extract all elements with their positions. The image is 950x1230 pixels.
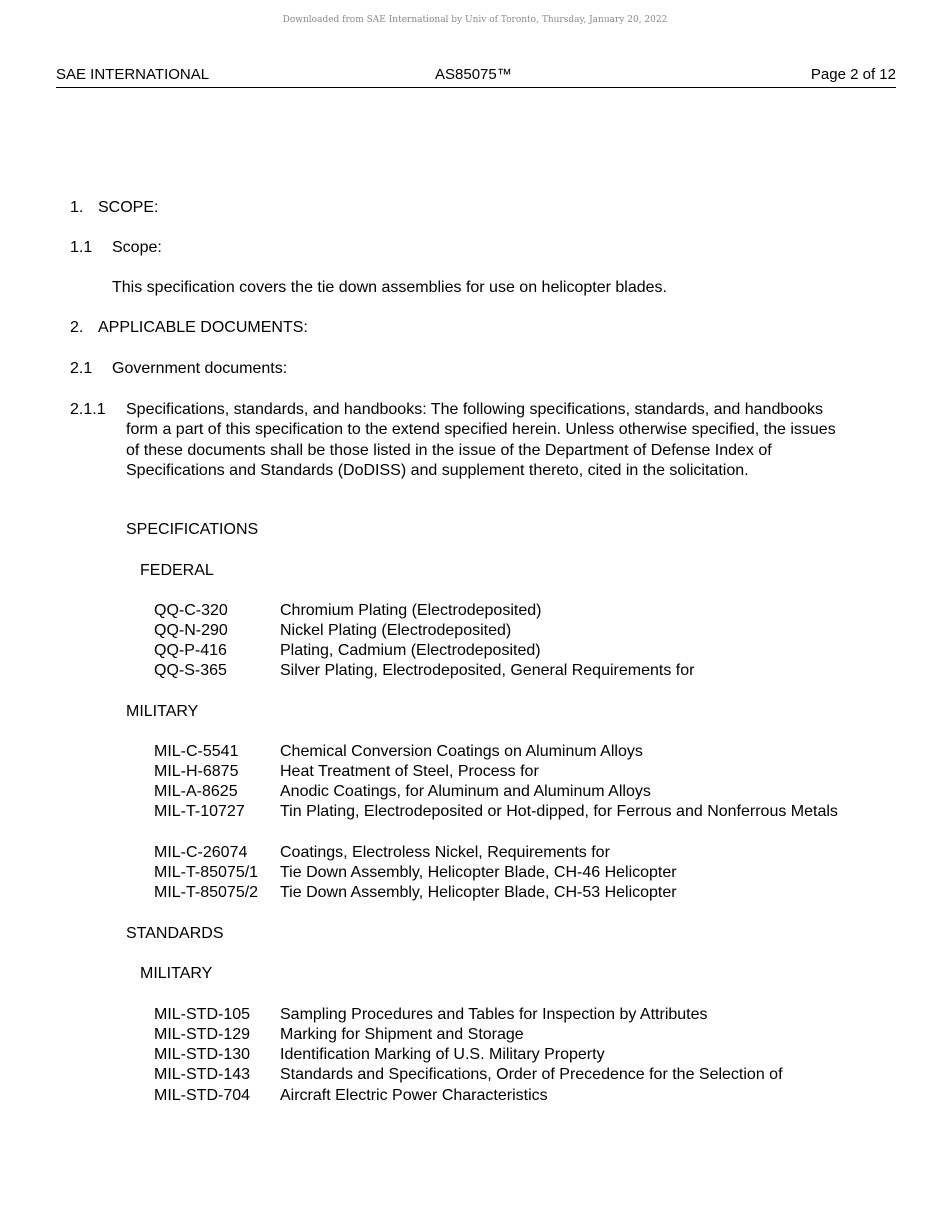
section-2-1-1-body: Specifications, standards, and handbooks: The following specifications, standards, and handbooks form a part of this specification to the extend specified herein. Unless otherwise specified, the issues of these documents shall be those listed in the issue of the Department of Defense Index of Specifications and Standards (DoDISS) and supplement thereto, cited in the solicitation. (126, 401, 836, 479)
document-code: QQ-C-320 (154, 602, 228, 619)
document-code: MIL-STD-130 (154, 1046, 251, 1064)
standards-heading: STANDARDS (126, 925, 224, 942)
section-1-1-body: This specification covers the tie down assemblies for use on helicopter blades. (112, 279, 667, 296)
header-page-number: Page 2 of 12 (810, 66, 896, 83)
document-title: Chromium Plating (Electrodeposited) (280, 602, 542, 619)
federal-heading: FEDERAL (140, 562, 214, 579)
document-code: QQ-N-290 (154, 622, 228, 640)
document-code: MIL-STD-704 (154, 1086, 251, 1104)
header-document-number: AS85075™ (435, 66, 512, 83)
document-code: MIL-H-6875 (154, 763, 239, 781)
document-title: Tin Plating, Electrodeposited or Hot-dipped, for Ferrous and Nonferrous Metals (280, 803, 838, 821)
document-title: Nickel Plating (Electrodeposited) (280, 622, 512, 640)
document-code: MIL-T-85075/2 (154, 884, 259, 902)
document-title: Sampling Procedures and Tables for Inspection by Attributes (280, 1006, 708, 1023)
document-title: Identification Marking of U.S. Military Property (280, 1046, 605, 1064)
document-code: MIL-STD-129 (154, 1026, 251, 1044)
section-2-1-1-number: 2.1.1 (70, 401, 106, 418)
document-code: MIL-STD-105 (154, 1006, 251, 1023)
document-title: Plating, Cadmium (Electrodeposited) (280, 642, 541, 660)
document-title: Tie Down Assembly, Helicopter Blade, CH-53 Helicopter (280, 884, 677, 902)
header-organization: SAE INTERNATIONAL (56, 66, 210, 83)
document-title: Chemical Conversion Coatings on Aluminum Alloys (280, 743, 643, 760)
section-2-1-title: Government documents: (112, 360, 288, 377)
section-2-number: 2. (70, 319, 84, 336)
document-title: Anodic Coatings, for Aluminum and Aluminum Alloys (280, 783, 651, 801)
document-code: MIL-T-85075/1 (154, 863, 259, 881)
section-2-1-number: 2.1 (70, 360, 93, 377)
document-code: QQ-S-365 (154, 662, 227, 680)
document-title: Standards and Specifications, Order of Precedence for the Selection of (280, 1066, 783, 1084)
download-notice: Downloaded from SAE International by Univ of Toronto, Thursday, January 20, 2022 (282, 15, 668, 25)
specifications-heading: SPECIFICATIONS (126, 521, 259, 538)
section-1-1-number: 1.1 (70, 239, 93, 256)
section-1-1-title: Scope: (112, 239, 162, 256)
document-title: Silver Plating, Electrodeposited, General Requirements for (280, 662, 695, 680)
document-code: MIL-T-10727 (154, 803, 245, 821)
document-title: Aircraft Electric Power Characteristics (280, 1086, 548, 1104)
document-title: Coatings, Electroless Nickel, Requirements for (280, 843, 610, 861)
military-specifications-heading: MILITARY (126, 703, 199, 720)
document-code: QQ-P-416 (154, 642, 227, 660)
document-code: MIL-A-8625 (154, 783, 238, 801)
section-1-title: SCOPE: (98, 199, 159, 216)
document-code: MIL-C-26074 (154, 843, 248, 861)
document-title: Heat Treatment of Steel, Process for (280, 763, 539, 781)
document-title: Marking for Shipment and Storage (280, 1026, 524, 1044)
section-2-title: APPLICABLE DOCUMENTS: (98, 319, 308, 336)
military-standards-heading: MILITARY (140, 965, 213, 982)
document-code: MIL-STD-143 (154, 1066, 251, 1084)
section-1-number: 1. (70, 199, 84, 216)
running-header (56, 66, 896, 88)
document-title: Tie Down Assembly, Helicopter Blade, CH-46 Helicopter (280, 863, 677, 881)
document-code: MIL-C-5541 (154, 743, 239, 760)
